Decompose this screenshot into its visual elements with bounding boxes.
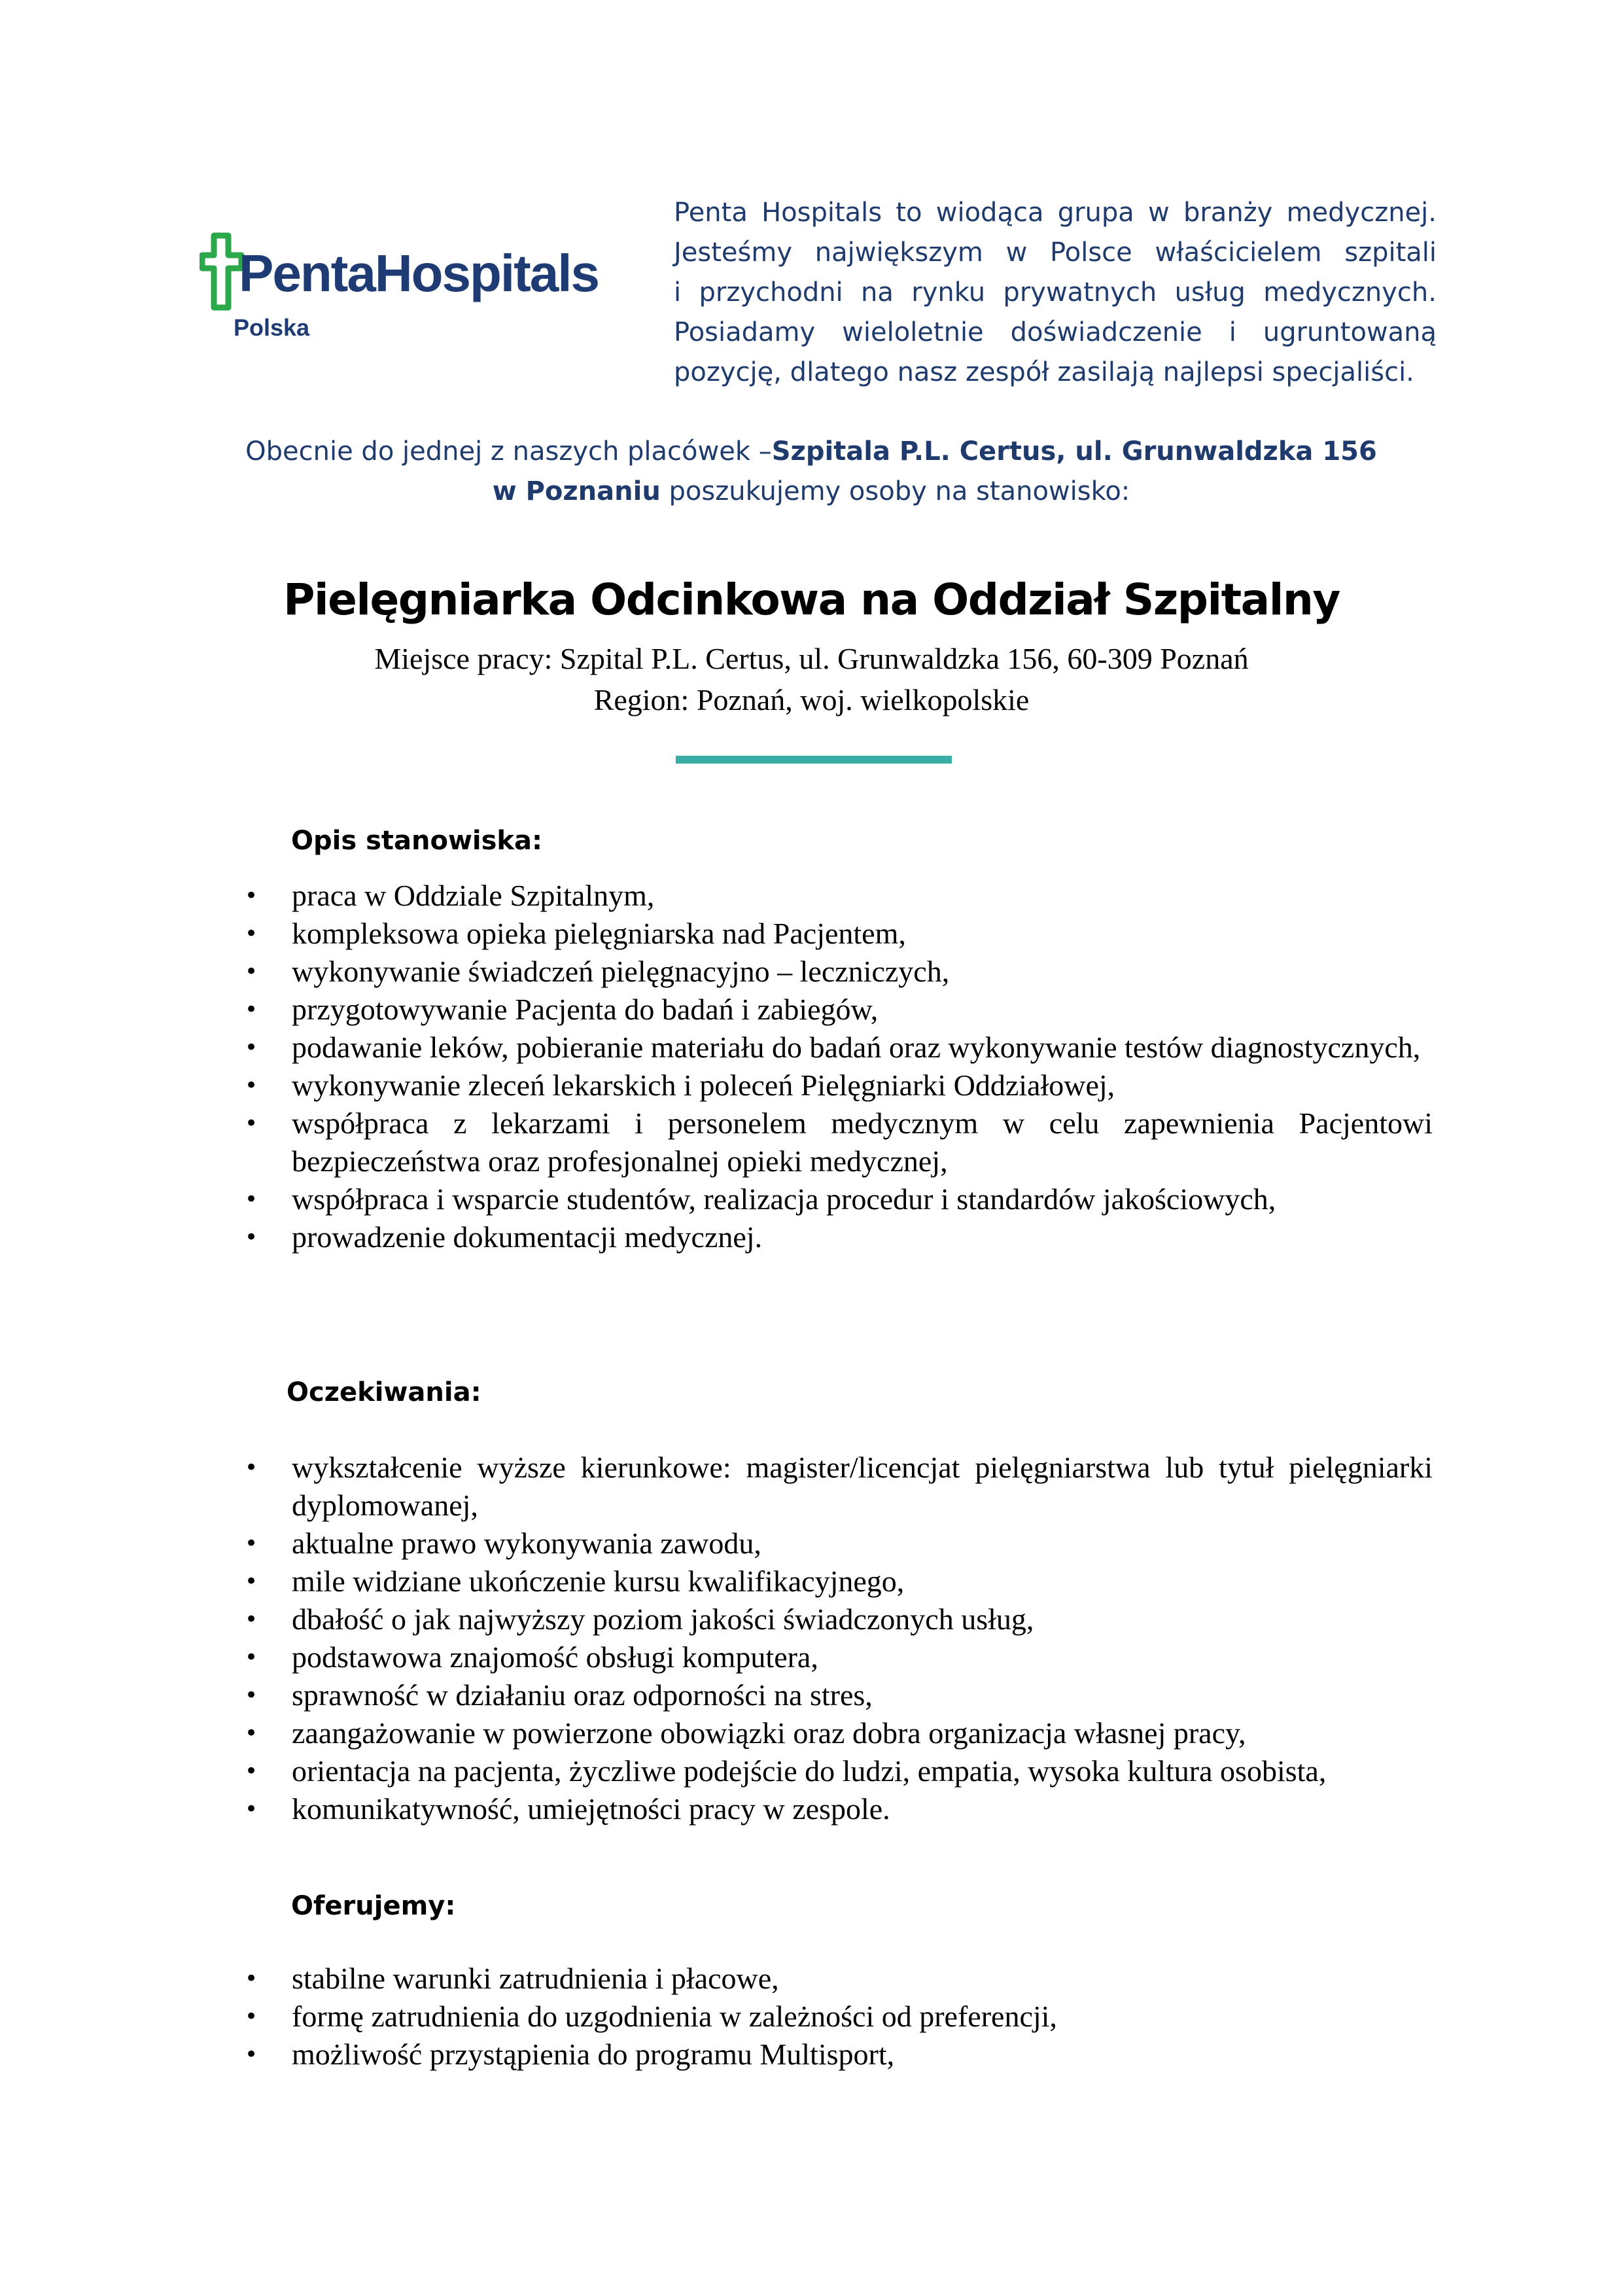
list-item: • aktualne prawo wykonywania zawodu, — [242, 1525, 1433, 1563]
bullet-icon: • — [245, 1034, 258, 1061]
bullet-icon: • — [245, 1682, 258, 1708]
bullet-icon: • — [245, 1455, 258, 1481]
penta-hospitals-logo — [200, 230, 631, 348]
list-item: • mile widziane ukończenie kursu kwalifikacyjnego, — [242, 1563, 1433, 1600]
bullet-icon: • — [245, 1606, 258, 1633]
intro-line: Jesteśmy największym w Polsce właścicielem szpitali — [674, 238, 1437, 268]
list-item: • orientacja na pacjenta, życzliwe podejście do ludzi, empatia, wysoka kultura osobista, — [242, 1752, 1433, 1790]
list-item: • dbałość o jak najwyższy poziom jakości świadczonych usług, — [242, 1600, 1433, 1638]
bullet-icon: • — [245, 1796, 258, 1822]
intro-line: Posiadamy wieloletnie doświadczenie i ugruntowaną — [674, 317, 1437, 347]
list-item: • kompleksowa opieka pielęgniarska nad Pacjentem, — [242, 915, 1433, 953]
list-item: • formę zatrudnienia do uzgodnienia w zależności od preferencji, — [242, 1998, 1433, 2036]
bullet-icon: • — [245, 883, 258, 909]
opening-statement — [196, 432, 1426, 512]
list-item: • zaangażowanie w powierzone obowiązki oraz dobra organizacja własnej pracy, — [242, 1714, 1433, 1752]
job-title: Pielęgniarka Odcinkowa na Oddział Szpitalny — [283, 574, 1340, 625]
bullet-icon: • — [245, 1224, 258, 1250]
bullet-icon: • — [245, 997, 258, 1023]
bullet-icon: • — [245, 1644, 258, 1670]
list-item: • wykształcenie wyższe kierunkowe: magister/licencjat pielęgniarstwa lub tytuł pielęgniarki dyplomowanej, — [242, 1449, 1433, 1525]
logo-subtitle: Polska — [234, 314, 310, 341]
list-item: • podawanie leków, pobieranie materiału do badań oraz wykonywanie testów diagnostycznych, — [242, 1029, 1433, 1067]
bullet-icon: • — [245, 2004, 258, 2030]
list-item: • sprawność w działaniu oraz odporności na stres, — [242, 1676, 1433, 1714]
bullet-icon: • — [245, 921, 258, 947]
list-item: • podstawowa znajomość obsługi komputera, — [242, 1638, 1433, 1676]
bullet-icon: • — [245, 2041, 258, 2068]
bullet-icon: • — [245, 1072, 258, 1099]
bullet-icon: • — [245, 1110, 258, 1137]
job-location: Miejsce pracy: Szpital P.L. Certus, ul. Grunwaldzka 156, 60-309 Poznań — [374, 642, 1249, 675]
opening-prefix: Obecnie do jednej z naszych placówek – — [245, 436, 772, 467]
bullet-icon: • — [245, 1530, 258, 1557]
section-heading-oferujemy: Oferujemy: — [291, 1891, 456, 1921]
list-item: • prowadzenie dokumentacji medycznej. — [242, 1218, 1433, 1256]
bullet-icon: • — [245, 959, 258, 985]
list-oczekiwania — [242, 1449, 1433, 1828]
list-item: • stabilne warunki zatrudnienia i płacowe, — [242, 1960, 1433, 1998]
list-oferujemy — [242, 1960, 1433, 2074]
job-region: Region: Poznań, woj. wielkopolskie — [593, 683, 1030, 716]
bullet-icon: • — [245, 1758, 258, 1784]
accent-divider — [676, 756, 952, 764]
list-opis — [242, 877, 1433, 1256]
intro-line: pozycję, dlatego nasz zespół zasilają najlepsi specjaliści. — [674, 357, 1414, 387]
list-item: • możliwość przystąpienia do programu Multisport, — [242, 2036, 1433, 2074]
logo-wordmark: PentaHospitals — [239, 244, 599, 302]
opening-suffix: poszukujemy osoby na stanowisko: — [660, 476, 1130, 506]
bullet-icon: • — [245, 1966, 258, 1992]
opening-city: w Poznaniu — [492, 476, 661, 506]
bullet-icon: • — [245, 1568, 258, 1595]
opening-hospital: Szpitala P.L. Certus, ul. Grunwaldzka 156 — [771, 436, 1377, 467]
list-item: • przygotowywanie Pacjenta do badań i zabiegów, — [242, 991, 1433, 1029]
list-item: • współpraca i wsparcie studentów, realizacja procedur i standardów jakościowych, — [242, 1180, 1433, 1218]
list-item: • wykonywanie świadczeń pielęgnacyjno – leczniczych, — [242, 953, 1433, 991]
intro-line: Penta Hospitals to wiodąca grupa w branży medycznej. — [674, 198, 1437, 228]
list-item: • komunikatywność, umiejętności pracy w zespole. — [242, 1790, 1433, 1828]
section-heading-opis: Opis stanowiska: — [291, 826, 543, 856]
list-item: • współpraca z lekarzami i personelem medycznym w celu zapewnienia Pacjentowi bezpieczeństwa oraz profesjonalnej opieki medycznej, — [242, 1104, 1433, 1180]
list-item: • praca w Oddziale Szpitalnym, — [242, 877, 1433, 915]
intro-line: i przychodni na rynku prywatnych usług medycznych. — [674, 277, 1437, 308]
list-item: • wykonywanie zleceń lekarskich i poleceń Pielęgniarki Oddziałowej, — [242, 1067, 1433, 1104]
bullet-icon: • — [245, 1720, 258, 1746]
bullet-icon: • — [245, 1186, 258, 1212]
section-heading-oczekiwania: Oczekiwania: — [287, 1377, 481, 1407]
company-intro — [674, 193, 1437, 393]
